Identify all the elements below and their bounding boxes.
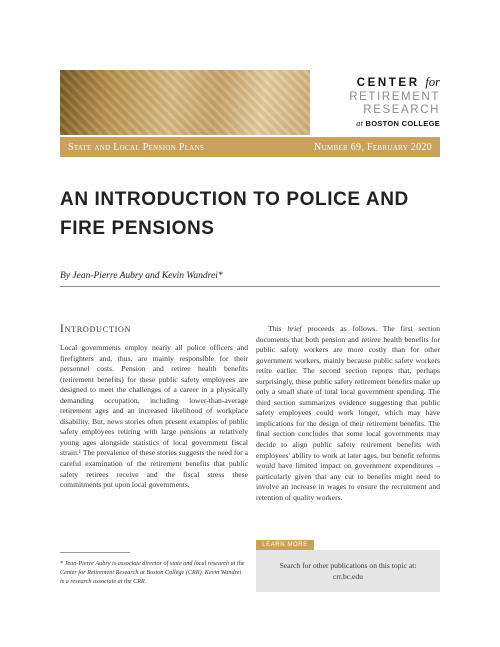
byline-rule [60, 286, 440, 287]
author-footnote: * Jean-Pierre Aubry is associate director of state and local research at the Center for Retirement Research at Boston College (CRR). Kevin Wandrei is a research associate at the CRR. [60, 560, 245, 585]
learn-more-link[interactable]: crr.bc.edu [333, 572, 363, 581]
byline: By Jean-Pierre Aubry and Kevin Wandrei* [60, 271, 223, 281]
crr-logo [340, 76, 440, 128]
logo-center: CENTER [356, 77, 420, 89]
learn-more-text: Search for other publications on this topic at: [279, 561, 417, 570]
outline-lead: This [268, 324, 288, 333]
logo-research: RESEARCH [363, 104, 440, 116]
header-texture-image [60, 70, 310, 135]
issue-label: Number 69, February 2020 [314, 142, 432, 153]
series-band [60, 137, 440, 157]
section-heading: Introduction [60, 323, 132, 335]
outline-brief-word: brief [287, 324, 302, 333]
footnote-rule [60, 552, 130, 553]
logo-at: at [356, 118, 364, 128]
logo-for: for [425, 75, 440, 89]
logo-college: BOSTON COLLEGE [365, 118, 440, 128]
learn-more-tab: LEARN MORE [256, 540, 314, 550]
logo-retirement: RETIREMENT [349, 90, 440, 103]
document-title: AN INTRODUCTION TO POLICE AND FIRE PENSIONS [60, 189, 409, 240]
series-label: State and Local Pension Plans [68, 142, 205, 153]
outline-paragraph [256, 324, 440, 503]
intro-paragraph: Local governments employ nearly all police officers and firefighters and, thus, are mainly responsible for their personnel costs. Pension and retiree health benefits (retirement benefits) for these public safety employees are designed to meet the challenges of a career in a physically demanding occupation, including lower-than-average retirement ages and an increased likelihood of workplace disability. But, news stories often present examples of public safety employees retiring with large pensions at relatively young ages alongside statistics of local government fiscal strain.¹ The prevalence of these stories suggests the need for a careful examination of the retirement benefits that public safety retirees receive and the fiscal stress these commitments put upon local governments. [60, 343, 248, 490]
learn-more-box [256, 550, 440, 592]
outline-rest: proceeds as follows. The first section documents that both pension and retiree health benefits for public safety workers are more costly than for other government workers, mainly because public safety workers retire earlier. The second section reports that, perhaps surprisingly, these public safety retirement benefits make up only a small share of total local government spending. The third section summarizes evidence suggesting that public safety employees could work longer, which may have implications for the design of their retirement benefits. The final section concludes that some local governments may decide to align public safety retirement benefits with employees' ability to work at later ages, but benefit reforms would have limited impact on government expenditures – particularly given that any cut to benefits might need to involve an increase in wages to ensure the recruitment and retention of quality workers. [256, 324, 440, 502]
